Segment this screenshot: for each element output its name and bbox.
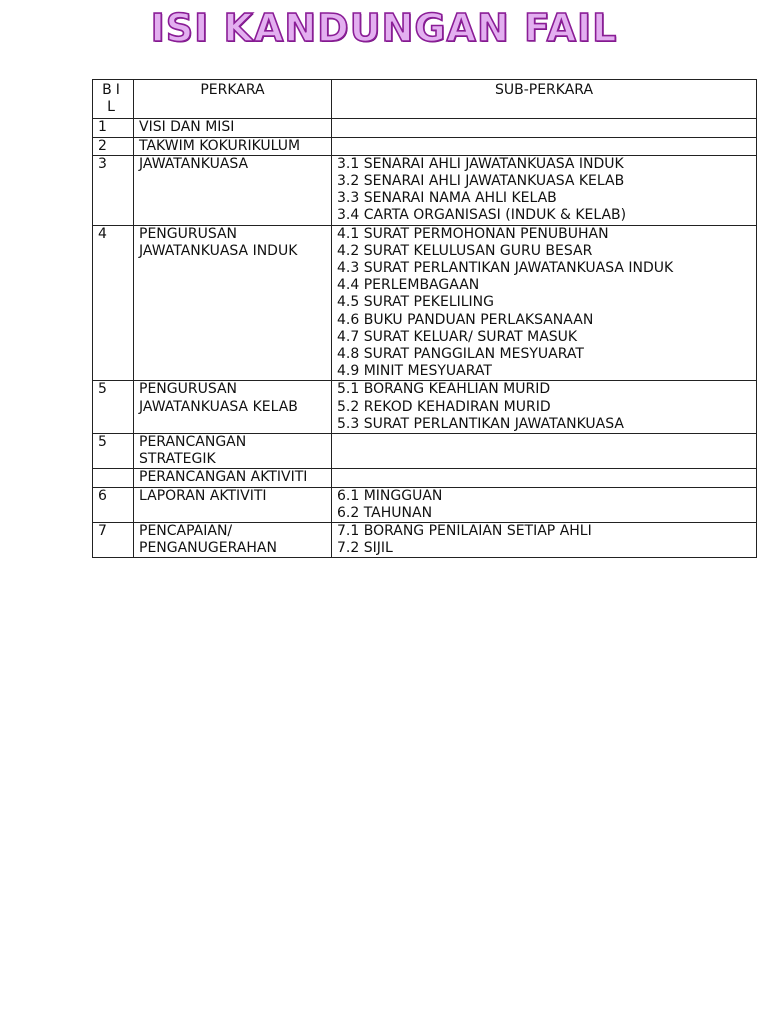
row-perkara: PERANCANGAN AKTIVITI (134, 469, 332, 487)
row-bil: 6 (93, 487, 134, 522)
sub-perkara-item: 5.2 REKOD KEHADIRAN MURID (337, 398, 551, 415)
table-row (93, 469, 757, 487)
sub-perkara-item: 4.5 SURAT PEKELILING (337, 294, 494, 311)
row-sub-perkara (332, 155, 757, 225)
header-sub-perkara: SUB-PERKARA (332, 80, 757, 119)
row-sub-perkara (332, 137, 757, 155)
header-bil: BIL (93, 80, 134, 119)
sub-perkara-item: 4.8 SURAT PANGGILAN MESYUARAT (337, 346, 584, 363)
table-row (93, 119, 757, 137)
row-perkara: PERANCANGAN STRATEGIK (134, 434, 332, 469)
sub-perkara-item: 3.4 CARTA ORGANISASI (INDUK & KELAB) (337, 207, 627, 224)
table-row (93, 487, 757, 522)
row-bil: 5 (93, 381, 134, 434)
row-perkara: JAWATANKUASA (134, 155, 332, 225)
sub-perkara-item: 4.6 BUKU PANDUAN PERLAKSANAAN (337, 311, 594, 328)
row-perkara: PENGURUSAN JAWATANKUASA INDUK (134, 225, 332, 381)
table-row (93, 155, 757, 225)
row-bil (93, 469, 134, 487)
sub-perkara-item: 4.3 SURAT PERLANTIKAN JAWATANKUASA INDUK (337, 260, 674, 277)
row-sub-perkara (332, 381, 757, 434)
table-header-row (93, 80, 757, 119)
header-perkara: PERKARA (134, 80, 332, 119)
row-sub-perkara (332, 434, 757, 469)
sub-perkara-item: 7.2 SIJIL (337, 540, 393, 557)
row-sub-perkara (332, 119, 757, 137)
table-row (93, 381, 757, 434)
row-perkara: PENGURUSAN JAWATANKUASA KELAB (134, 381, 332, 434)
row-bil: 4 (93, 225, 134, 381)
table-body (93, 119, 757, 558)
sub-perkara-item: 7.1 BORANG PENILAIAN SETIAP AHLI (337, 523, 592, 540)
page-title: ISI KANDUNGAN FAIL (150, 6, 618, 50)
row-perkara: VISI DAN MISI (134, 119, 332, 137)
table-row (93, 225, 757, 381)
sub-perkara-item: 5.3 SURAT PERLANTIKAN JAWATANKUASA (337, 415, 624, 432)
row-bil: 1 (93, 119, 134, 137)
row-bil: 7 (93, 523, 134, 558)
table-row (93, 137, 757, 155)
sub-perkara-item: 6.1 MINGGUAN (337, 487, 443, 504)
sub-perkara-item: 4.7 SURAT KELUAR/ SURAT MASUK (337, 328, 578, 345)
row-perkara: TAKWIM KOKURIKULUM (134, 137, 332, 155)
row-sub-perkara (332, 523, 757, 558)
sub-perkara-item: 4.2 SURAT KELULUSAN GURU BESAR (337, 242, 593, 259)
row-perkara: PENCAPAIAN/ PENGANUGERAHAN (134, 523, 332, 558)
row-bil: 5 (93, 434, 134, 469)
table-row (93, 523, 757, 558)
sub-perkara-item: 6.2 TAHUNAN (337, 504, 433, 521)
sub-perkara-item: 3.1 SENARAI AHLI JAWATANKUASA INDUK (337, 155, 624, 172)
sub-perkara-item: 3.3 SENARAI NAMA AHLI KELAB (337, 190, 557, 207)
table-row (93, 434, 757, 469)
sub-perkara-item: 4.4 PERLEMBAGAAN (337, 277, 480, 294)
sub-perkara-item: 3.2 SENARAI AHLI JAWATANKUASA KELAB (337, 173, 625, 190)
row-bil: 3 (93, 155, 134, 225)
sub-perkara-item: 5.1 BORANG KEAHLIAN MURID (337, 381, 551, 398)
contents-table (92, 79, 757, 558)
sub-perkara-item: 4.9 MINIT MESYUARAT (337, 363, 492, 380)
sub-perkara-item: 4.1 SURAT PERMOHONAN PENUBUHAN (337, 225, 609, 242)
row-sub-perkara (332, 487, 757, 522)
row-sub-perkara (332, 469, 757, 487)
row-bil: 2 (93, 137, 134, 155)
row-sub-perkara (332, 225, 757, 381)
row-perkara: LAPORAN AKTIVITI (134, 487, 332, 522)
